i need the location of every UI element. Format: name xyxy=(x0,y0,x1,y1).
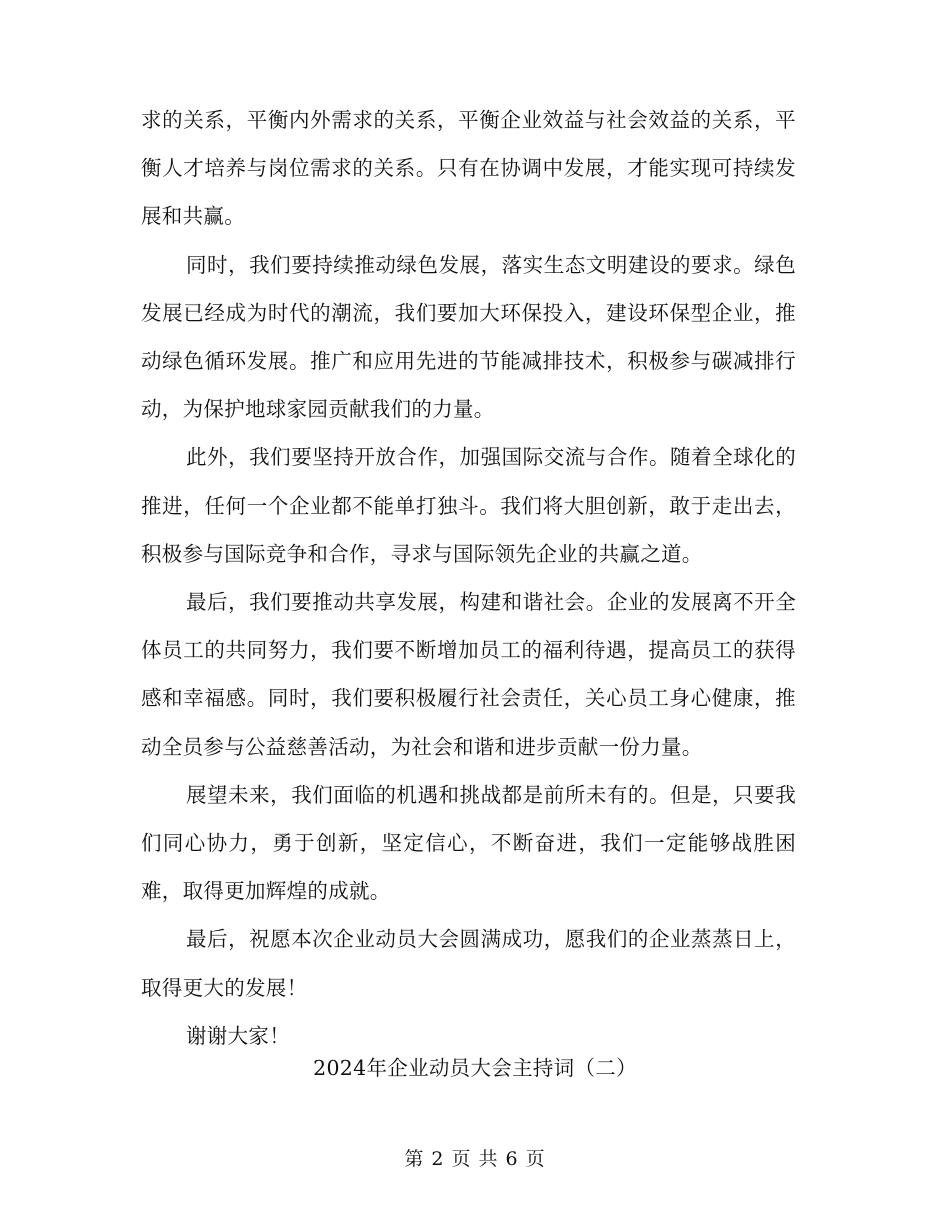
body-text xyxy=(141,96,796,1060)
paragraph-1: 求的关系，平衡内外需求的关系，平衡企业效益与社会效益的关系，平衡人才培养与岗位需求的关系。只有在协调中发展，才能实现可持续发展和共赢。 xyxy=(141,108,796,229)
paragraph-7: 谢谢大家！ xyxy=(186,1023,290,1048)
paragraph-5: 展望未来，我们面临的机遇和挑战都是前所未有的。但是，只要我们同心协力，勇于创新，坚定信心，不断奋进，我们一定能够战胜困难，取得更加辉煌的成就。 xyxy=(141,782,796,904)
paragraph-6: 最后，祝愿本次企业动员大会圆满成功，愿我们的企业蒸蒸日上，取得更大的发展！ xyxy=(141,927,796,1000)
section-title: 2024年企业动员大会主持词（二） xyxy=(313,1056,637,1080)
paragraph-3: 此外，我们要坚持开放合作，加强国际交流与合作。随着全球化的推进，任何一个企业都不能单打独斗。我们将大胆创新，敢于走出去，积极参与国际竞争和合作，寻求与国际领先企业的共赢之道。 xyxy=(141,445,796,566)
paragraph-4: 最后，我们要推动共享发展，构建和谐社会。企业的发展离不开全体员工的共同努力，我们要不断增加员工的福利待遇，提高员工的获得感和幸福感。同时，我们要积极履行社会责任，关心员工身心健康，推动全员参与公益慈善活动，为社会和谐和进步贡献一份力量。 xyxy=(141,590,796,759)
page-number-footer: 第 2 页 共 6 页 xyxy=(404,1148,546,1170)
paragraph-2: 同时，我们要持续推动绿色发展，落实生态文明建设的要求。绿色发展已经成为时代的潮流，我们要加大环保投入，建设环保型企业，推动绿色循环发展。推广和应用先进的节能减排技术，积极参与碳减排行动，为保护地球家园贡献我们的力量。 xyxy=(141,252,796,422)
